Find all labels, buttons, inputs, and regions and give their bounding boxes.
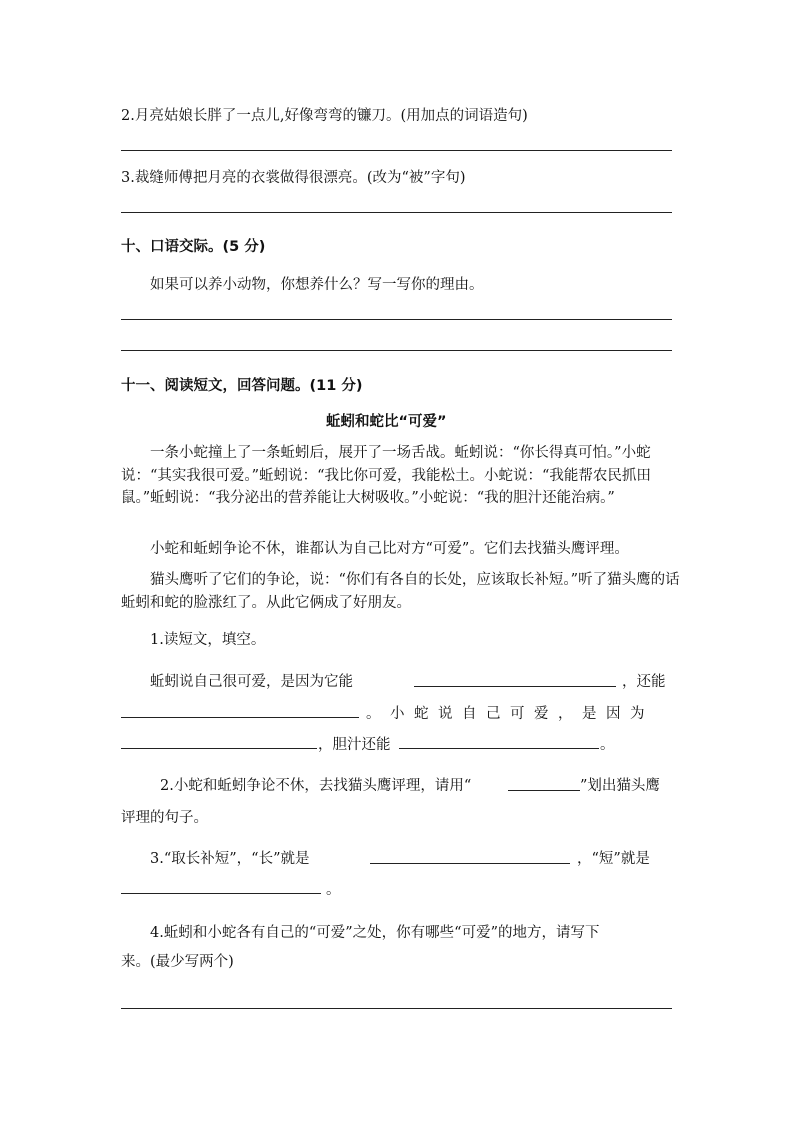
fill-blank[interactable] <box>370 863 570 864</box>
answer-line[interactable] <box>121 212 672 213</box>
question-3-text: 3.裁缝师傅把月亮的衣裳做得很漂亮。(改为“被”字句) <box>121 170 466 186</box>
underline-sample <box>508 790 580 791</box>
answer-line[interactable] <box>121 350 672 351</box>
subquestion-1-text: ，还能 <box>622 674 666 690</box>
subquestion-1-text: 蚯蚓说自己很可爱，是因为它能 <box>150 674 353 690</box>
answer-line[interactable] <box>121 1008 672 1009</box>
subquestion-1-label: 1.读短文，填空。 <box>150 632 266 648</box>
subquestion-3-text: ，“短”就是 <box>577 851 650 867</box>
fill-blank[interactable] <box>121 717 359 718</box>
fill-blank[interactable] <box>121 748 317 749</box>
section-10-prompt: 如果可以养小动物，你想养什么？写一写你的理由。 <box>150 277 484 293</box>
subquestion-2-text: 2.小蛇和蚯蚓争论不休，去找猫头鹰评理，请用“ <box>160 778 472 794</box>
fill-blank[interactable] <box>414 686 616 687</box>
fill-blank[interactable] <box>121 893 321 894</box>
answer-line[interactable] <box>121 319 672 320</box>
subquestion-2-text: 评理的句子。 <box>121 810 208 826</box>
subquestion-1-text: 。 <box>600 737 615 753</box>
subquestion-1-text: ，胆汁还能 <box>318 737 391 753</box>
subquestion-4-text: 4.蚯蚓和小蛇各有自己的“可爱”之处，你有哪些“可爱”的地方，请写下 <box>150 925 600 941</box>
passage-paragraph: 小蛇和蚯蚓争论不休，谁都认为自己比对方“可爱”。它们去找猫头鹰评理。 <box>150 541 629 557</box>
subquestion-3-text: 。 <box>326 882 341 898</box>
question-2-text: 2.月亮姑娘长胖了一点儿,好像弯弯的镰刀。(用加点的词语造句) <box>121 108 528 124</box>
passage-title: 蚯蚓和蛇比“可爱” <box>326 414 447 430</box>
subquestion-2-text: ”划出猫头鹰 <box>580 778 660 794</box>
subquestion-3-text: 3.“取长补短”，“长”就是 <box>150 851 310 867</box>
passage-paragraph: 猫头鹰听了它们的争论，说：“你们有各自的长处，应该取长补短。”听了猫头鹰的话蚯蚓和蛇的脸涨红了。从此它俩成了好朋友。 <box>121 572 680 611</box>
passage-paragraph: 一条小蛇撞上了一条蚯蚓后，展开了一场舌战。蚯蚓说：“你长得真可怕。”小蛇说：“其实我很可爱。”蚯蚓说：“我比你可爱，我能松土。小蛇说：“我能帮农民抓田鼠。”蚯蚓说：“我分泌出的营养能让大树吸收。”小蛇说：“我的胆汁还能治病。” <box>121 445 651 506</box>
subquestion-4-text: 来。(最少写两个) <box>121 954 234 970</box>
subquestion-1-text: 。小蛇说自己可爱，是因为 <box>366 706 654 722</box>
fill-blank[interactable] <box>399 748 599 749</box>
answer-line[interactable] <box>121 150 672 151</box>
section-11-heading: 十一、阅读短文，回答问题。(11 分) <box>121 378 363 394</box>
section-10-heading: 十、口语交际。(5 分) <box>121 239 266 255</box>
